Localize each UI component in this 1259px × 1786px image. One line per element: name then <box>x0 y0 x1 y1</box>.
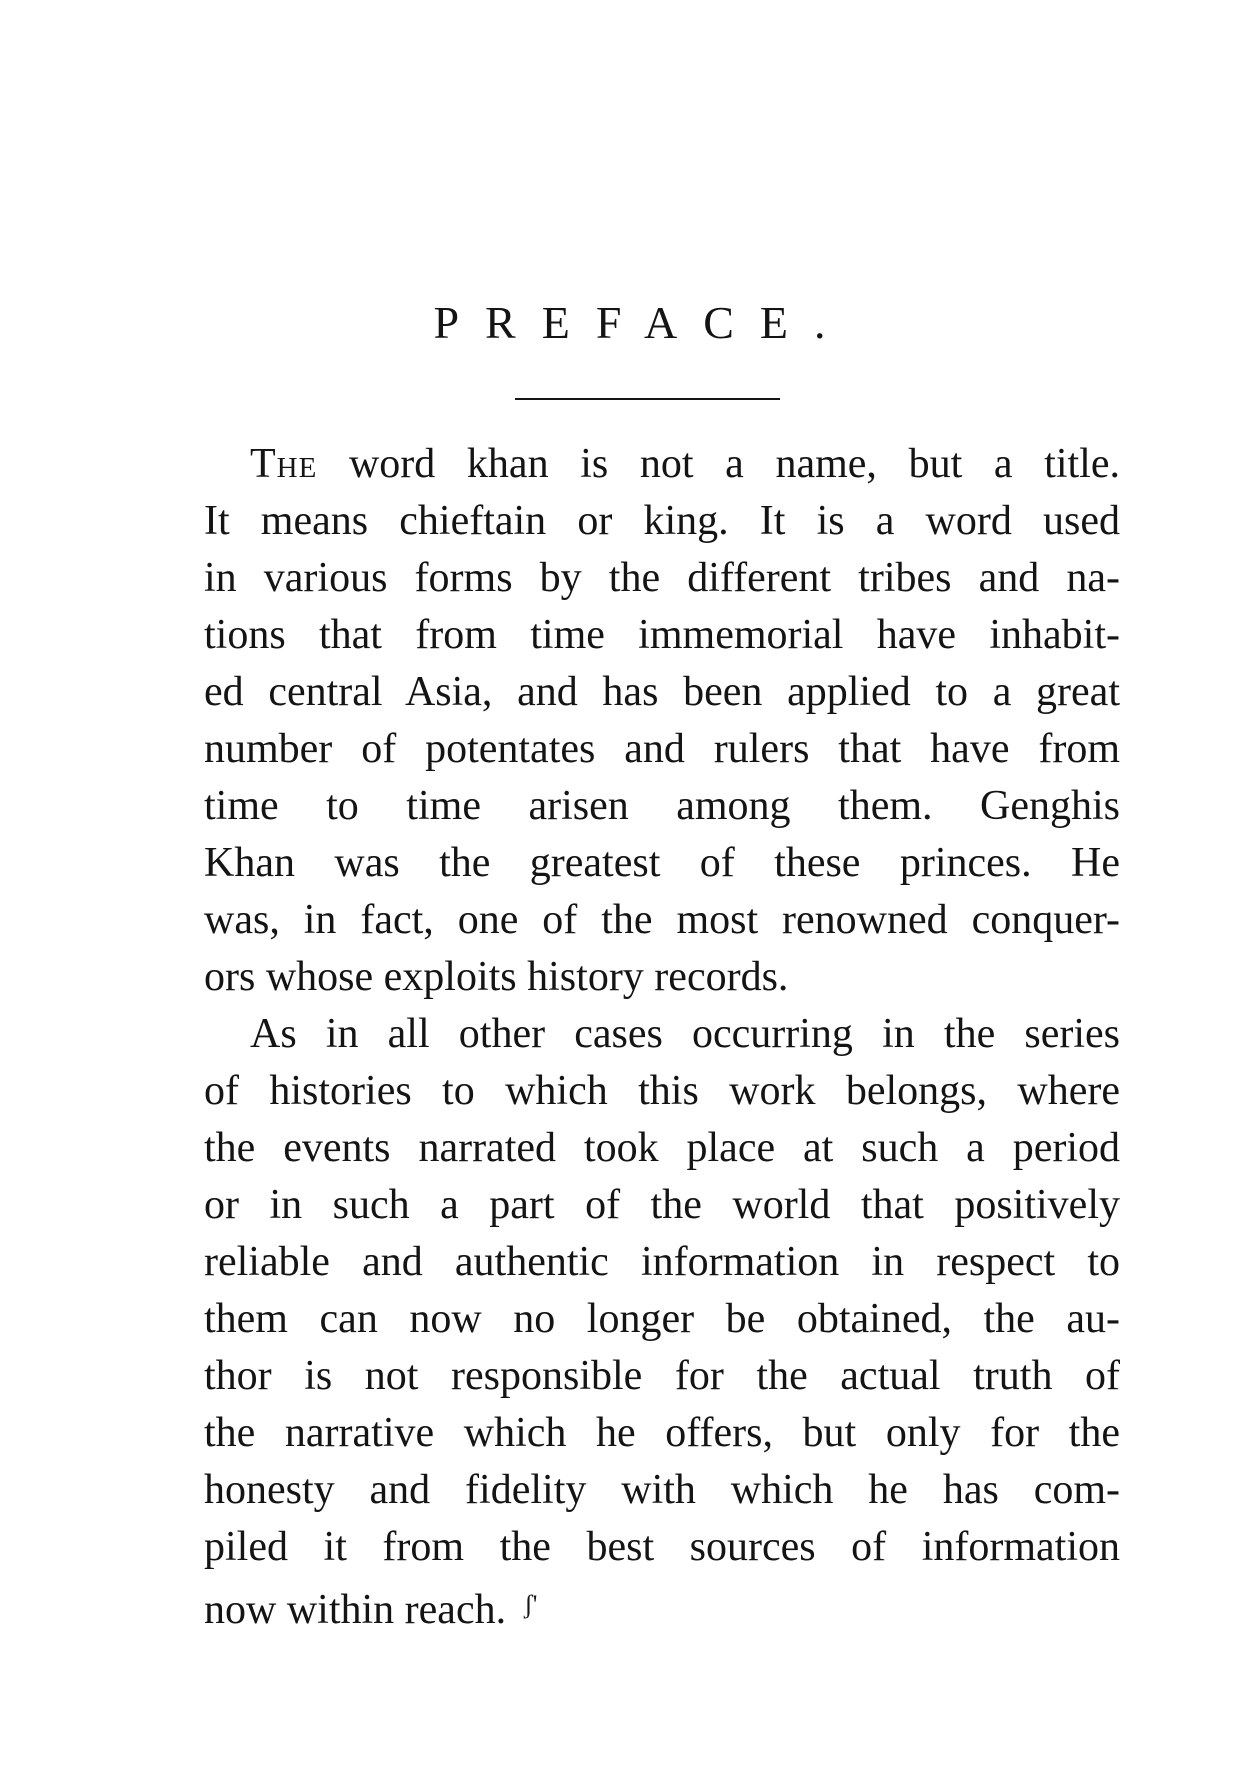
paragraph-2 <box>204 1006 1120 1639</box>
text-line: the events narrated took place at such a period <box>204 1125 1120 1171</box>
text-line: in various forms by the different tribes and na- <box>204 555 1120 601</box>
text-line: reliable and authentic information in respect to <box>204 1239 1120 1285</box>
text-line <box>204 1576 1120 1639</box>
lead-word: The <box>250 441 318 487</box>
text-line: number of potentates and rulers that have from <box>204 726 1120 772</box>
text-line: was, in fact, one of the most renowned conquer- <box>204 897 1120 943</box>
text-line: of histories to which this work belongs, where <box>204 1068 1120 1114</box>
paragraph-1 <box>204 436 1120 1006</box>
text-line: ed central Asia, and has been applied to a great <box>204 669 1120 715</box>
text-line: or in such a part of the world that positively <box>204 1182 1120 1228</box>
text-line: ors whose exploits history records. <box>204 954 789 1000</box>
text-line: honesty and fidelity with which he has com- <box>204 1467 1120 1513</box>
text-line: thor is not responsible for the actual truth of <box>204 1353 1120 1399</box>
text-line: tions that from time immemorial have inhabit- <box>204 612 1120 658</box>
title-rule <box>515 398 780 400</box>
text-line: piled it from the best sources of information <box>204 1524 1120 1570</box>
page-title: PREFACE. <box>433 297 852 348</box>
text-line-content: word khan is not a name, but a title. <box>317 441 1120 487</box>
text-line: As in all other cases occurring in the series <box>250 1011 1120 1057</box>
text-line: It means chieftain or king. It is a word used <box>204 498 1120 544</box>
text-line: Khan was the greatest of these princes. He <box>204 840 1120 886</box>
trailing-mark: ʃ' <box>524 1590 538 1619</box>
text-line: them can now no longer be obtained, the au- <box>204 1296 1120 1342</box>
text-line <box>204 436 1120 493</box>
text-line: time to time arisen among them. Genghis <box>204 783 1120 829</box>
text-line: the narrative which he offers, but only for the <box>204 1410 1120 1456</box>
text-line-content: now within reach. <box>204 1587 507 1633</box>
